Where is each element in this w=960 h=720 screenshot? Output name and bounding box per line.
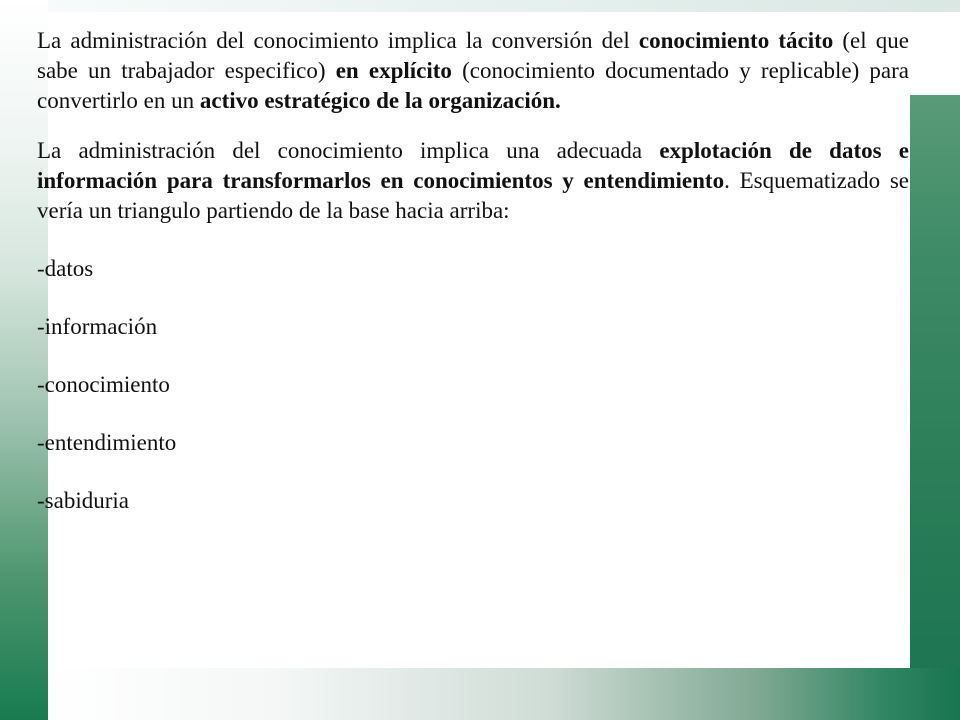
list-item-conocimiento: -conocimiento — [37, 372, 170, 397]
list-item-sabiduria: -sabiduria — [37, 488, 129, 513]
paragraph1-bold-tacit: conocimiento tácito — [638, 28, 834, 53]
slide-content — [37, 26, 909, 544]
paragraph1-bold-strategic-asset: activo estratégico de la organización. — [199, 88, 561, 113]
paragraph1-text-1: La administración del conocimiento implica la conversión del — [37, 28, 639, 53]
paragraph2-text-1: La administración del conocimiento implica una adecuada — [37, 138, 660, 163]
paragraph-data-exploitation — [37, 136, 909, 226]
right-gradient-bar — [910, 95, 960, 720]
list-item-entendimiento: -entendimiento — [37, 430, 177, 455]
paragraph1-text-2: (el que sabe un trabajador especifico) — [37, 28, 909, 83]
knowledge-hierarchy-list — [37, 254, 909, 516]
paragraph1-text-3: (conocimiento documentado y replicable) para convertirlo en un — [37, 58, 909, 113]
paragraph-knowledge-conversion — [37, 26, 909, 116]
paragraph1-bold-explicit: en explícito — [335, 58, 452, 83]
list-item-datos: -datos — [37, 256, 94, 281]
list-item-informacion: -información — [37, 314, 158, 339]
paragraph2-bold-exploitation: explotación de datos e información para transformarlos en conocimientos y entendimiento — [37, 138, 909, 193]
top-gradient-band — [0, 0, 960, 12]
bottom-gradient-bar — [48, 668, 960, 720]
paragraph2-text-2: . Esquematizado se vería un triangulo partiendo de la base hacia arriba: — [37, 168, 910, 223]
